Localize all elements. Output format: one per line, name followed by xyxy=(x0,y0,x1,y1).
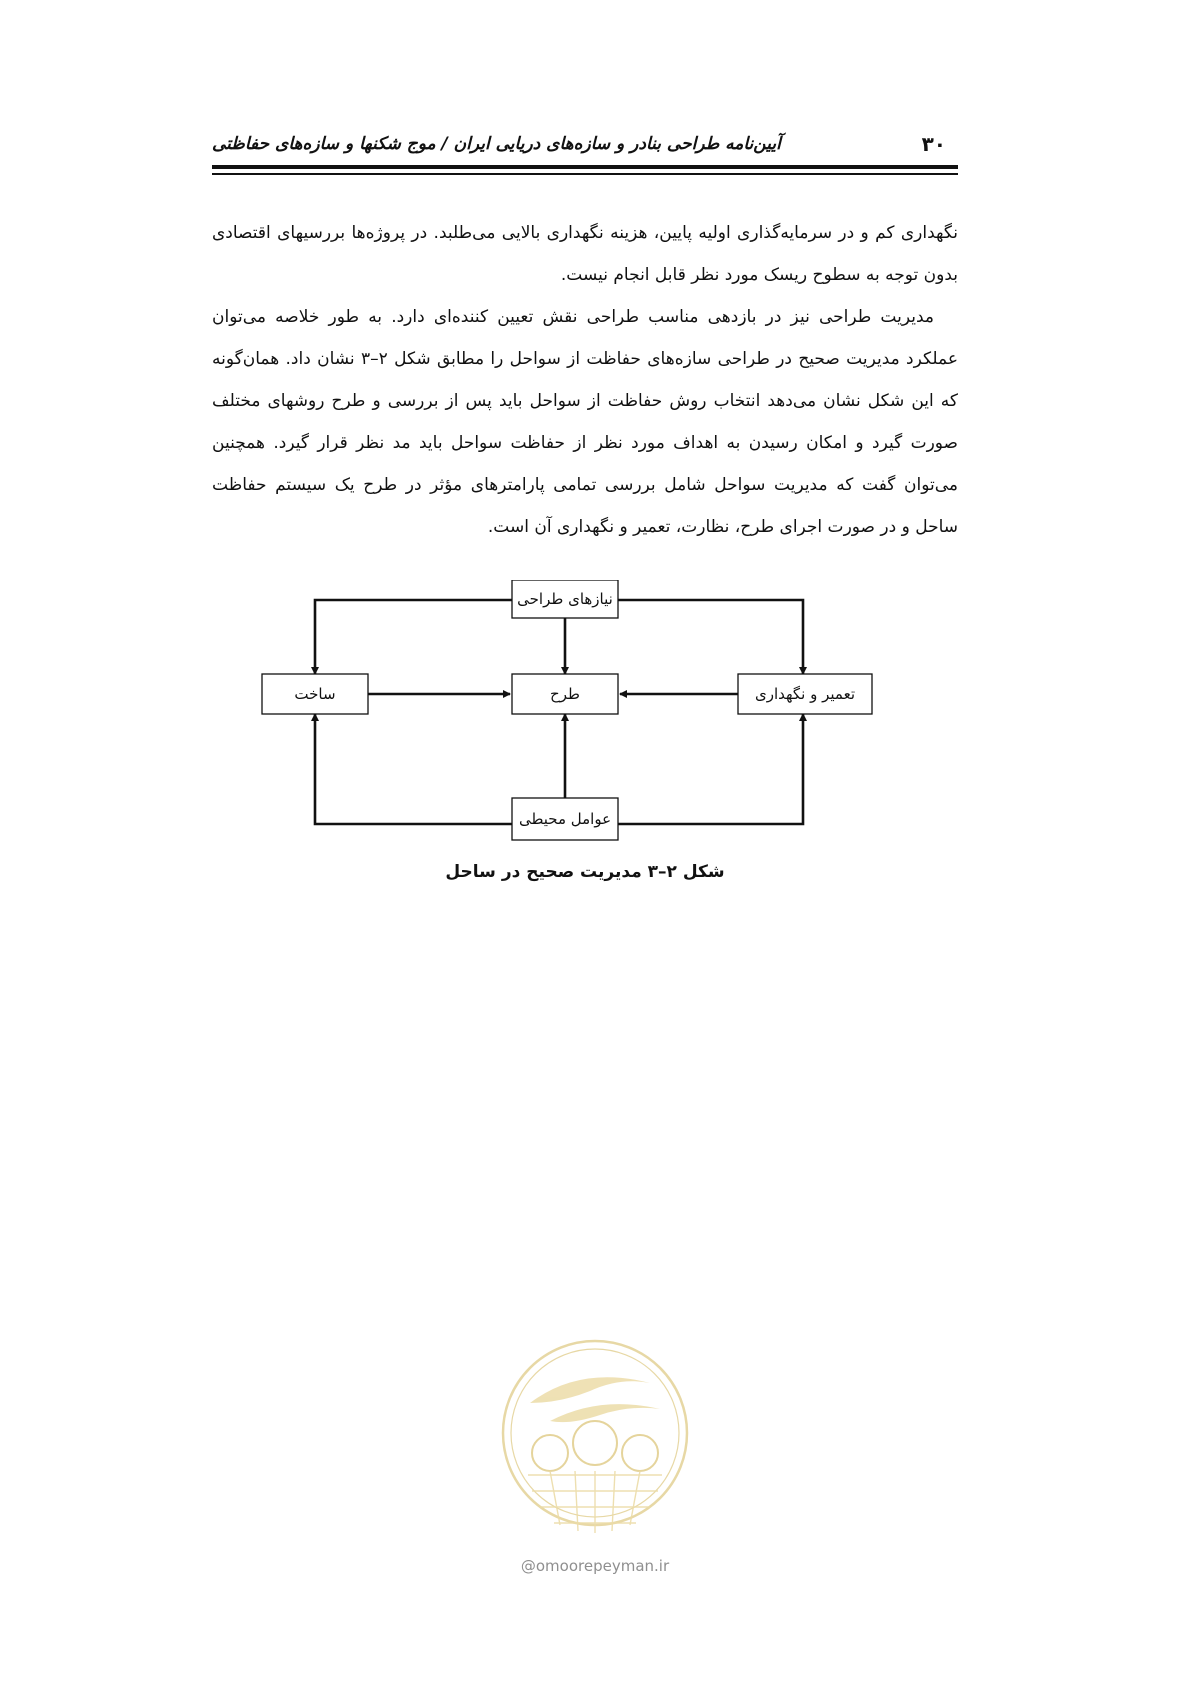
node-label-design-needs: نیازهای طراحی xyxy=(517,590,613,608)
arrow-environment-to-construction xyxy=(315,714,512,824)
running-title: آیین‌نامه طراحی بنادر و سازه‌های دریایی ایران / موج شکنها و سازه‌های حفاظتی xyxy=(212,134,781,154)
header-rule-thin xyxy=(212,173,958,175)
watermark-url-text: omoorepeyman.ir xyxy=(535,1557,670,1575)
watermark-logo xyxy=(490,1325,700,1553)
arrow-needs-to-maintenance xyxy=(618,600,803,674)
watermark xyxy=(490,1325,700,1625)
node-label-maintenance: تعمیر و نگهداری xyxy=(754,685,856,703)
management-flow-diagram xyxy=(230,580,900,860)
page-header xyxy=(212,128,958,168)
node-label-environmental-factors: عوامل محیطی xyxy=(518,810,612,828)
paragraph-1: نگهداری کم و در سرمایه‌گذاری اولیه پایین، هزینه نگهداری بالایی می‌طلبد. در پروژه‌ها بررسیهای اقتصادی بدون توجه به سطوح ریسک مورد نظر قابل انجام نیست. xyxy=(212,223,958,285)
node-label-design: طرح xyxy=(550,685,580,703)
page-number: ۳۰ xyxy=(921,132,946,156)
arrow-needs-to-construction xyxy=(315,600,512,674)
figure-caption: شکل ۲–۳ مدیریت صحیح در ساحل xyxy=(445,862,725,882)
arrow-environment-to-maintenance xyxy=(618,714,803,824)
paragraph-2: مدیریت طراحی نیز در بازدهی مناسب طراحی نقش تعیین کننده‌ای دارد. به طور خلاصه می‌توان عملکرد مدیریت صحیح در طراحی سازه‌های حفاظت از سواحل را مطابق شکل ۲–۳ نشان داد. همان‌گونه که این شکل نشان می‌دهد انتخاب روش حفاظت از سواحل باید پس از بررسی و طرح روشهای مختلف صورت گیرد و امکان رسیدن به اهداف مورد نظر از حفاظت سواحل باید مد نظر قرار گیرد. همچنین می‌توان گفت که مدیریت سواحل شامل بررسی تمامی پارامترهای مؤثر در طرح یک سیستم حفاظت ساحل و در صورت اجرای طرح، نظارت، تعمیر و نگهداری آن است. xyxy=(212,307,958,537)
header-rule-thick xyxy=(212,165,958,169)
watermark-url: @omoorepeyman.ir xyxy=(520,1557,670,1575)
body-text xyxy=(212,212,958,548)
node-label-construction: ساخت xyxy=(294,685,336,703)
